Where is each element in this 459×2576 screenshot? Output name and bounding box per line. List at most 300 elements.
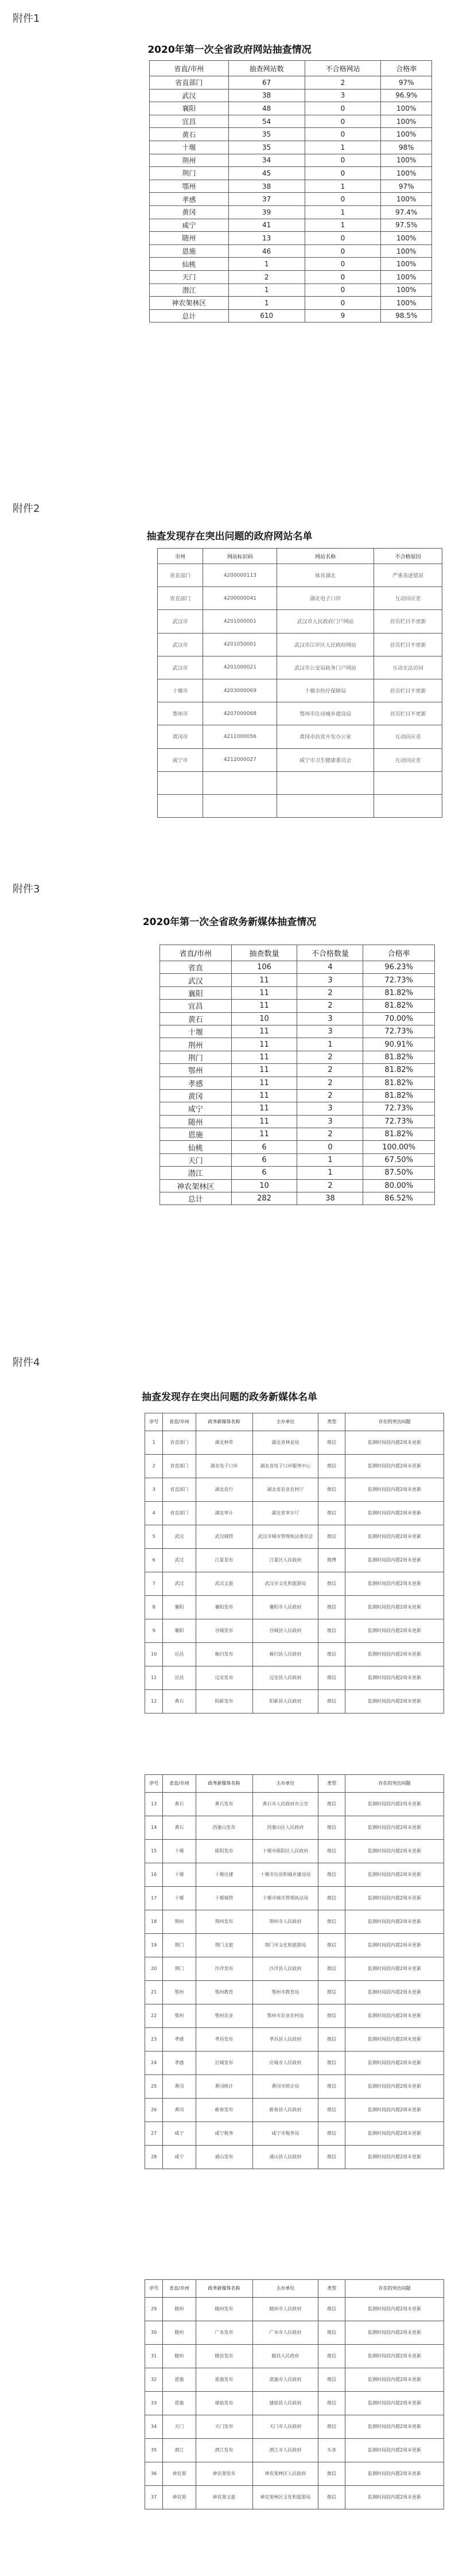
table-cell: 16 [145, 1863, 163, 1887]
table-row [145, 2052, 444, 2075]
table-cell: 1 [305, 180, 381, 193]
table-cell: 随州发布 [196, 2298, 252, 2321]
table-cell: 6 [145, 1549, 163, 1572]
table-cell: 恩施 [160, 1128, 232, 1141]
column-header: 合格率 [381, 61, 432, 76]
table-cell: 湖北电子口岸 [277, 587, 374, 610]
table-cell: 十堰市住房和城乡建设局 [252, 1863, 318, 1887]
table-cell: 省直部门 [163, 1478, 196, 1502]
table-cell: 互动回应差 [374, 748, 442, 771]
table-cell: 黄石发布 [196, 1793, 252, 1816]
table-row [150, 270, 432, 283]
column-header: 省直/市州 [160, 945, 232, 961]
column-header: 不合格数量 [297, 945, 363, 961]
table-cell: 荆州 [150, 154, 229, 167]
table-header-row [160, 945, 435, 961]
table-cell: 监测时间段内超2周未更新 [345, 2439, 444, 2462]
table-cell: 武汉城管 [196, 1525, 252, 1549]
table-row [160, 1051, 435, 1063]
table-cell: 武汉市人民政府门户网站 [277, 610, 374, 633]
table-cell: 武汉 [163, 1572, 196, 1596]
table-cell: 97% [381, 76, 432, 90]
problem-new-media-table-page-1 [145, 1413, 444, 1714]
table-cell: 26 [145, 2099, 163, 2122]
table-cell: 100% [381, 167, 432, 180]
table-cell: 监测时间段内超2周未更新 [345, 1666, 444, 1690]
table-cell: 0 [305, 154, 381, 167]
column-header: 市州 [158, 549, 203, 564]
table-cell: 鄂州市住房城乡建设局 [277, 702, 374, 725]
table-cell: 十堰 [150, 141, 229, 154]
table-cell: 19 [145, 1934, 163, 1957]
table-cell: 2 [228, 270, 305, 283]
table-cell: 互动回应差 [374, 725, 442, 748]
table-cell: 荆门 [163, 1957, 196, 1981]
table-cell: 江夏发布 [196, 1549, 252, 1572]
table-cell: 体育湖北 [277, 564, 374, 587]
table-cell: 潜江 [163, 2439, 196, 2462]
table-cell: 41 [228, 219, 305, 232]
table-row [160, 1115, 435, 1128]
table-cell: 35 [228, 128, 305, 141]
table-cell: 106 [231, 961, 297, 974]
table-cell: 96.23% [363, 961, 435, 974]
column-header: 主办单位 [252, 2280, 318, 2298]
table-cell: 武汉市城市管理执法委员会 [252, 1525, 318, 1549]
table-cell: 监测时间段内超2周未更新 [345, 2028, 444, 2052]
table-cell: 80.00% [363, 1179, 435, 1192]
table-cell: 省直部门 [163, 1502, 196, 1525]
table-cell: 13 [145, 1793, 163, 1816]
table-row [145, 1549, 444, 1572]
table-cell: 十堰 [163, 1887, 196, 1910]
table-row [145, 2392, 444, 2415]
table-cell: 咸宁 [163, 2146, 196, 2169]
section-title-1: 2020年第一次全省政府网站抽查情况 [147, 44, 312, 56]
table-cell: 神农架林区文化和旅游局 [252, 2486, 318, 2509]
table-cell: 29 [145, 2298, 163, 2321]
column-header: 序号 [145, 1775, 163, 1793]
attachment-label-1: 附件1 [13, 13, 40, 25]
table-cell: 4203000069 [203, 679, 277, 702]
table-cell: 9 [145, 1619, 163, 1643]
table-cell: 监测时间段内超2周未更新 [345, 2075, 444, 2099]
table-row [150, 89, 432, 102]
table-cell: 黄石 [163, 1816, 196, 1840]
table-row [160, 1167, 435, 1179]
table-cell: 72.73% [363, 1115, 435, 1128]
column-header: 抽查数量 [231, 945, 297, 961]
table-cell: 4201000021 [203, 656, 277, 679]
attachment-label-3: 附件3 [13, 883, 40, 895]
table-cell: 荆门 [163, 1934, 196, 1957]
table-cell: 37 [228, 193, 305, 206]
table-cell: 省直部门 [150, 76, 229, 90]
table-cell: 微信 [318, 2415, 345, 2439]
table-cell: 1 [228, 283, 305, 297]
table-cell: 监测时间段内超2周未更新 [345, 2392, 444, 2415]
table-cell: 微信 [318, 1525, 345, 1549]
column-header: 网站名称 [277, 549, 374, 564]
table-cell: 远安发布 [196, 1666, 252, 1690]
table-cell: 3 [297, 1025, 363, 1038]
table-cell: 首页栏目不更新 [374, 633, 442, 656]
table-header-row [145, 1775, 444, 1793]
table-cell: 4200000041 [203, 587, 277, 610]
problem-website-table [157, 548, 442, 818]
table-cell: 35 [228, 141, 305, 154]
table-cell: 鄂州 [163, 2004, 196, 2028]
table-cell: 81.82% [363, 1051, 435, 1063]
attachment-label-2: 附件2 [13, 503, 40, 515]
table-cell: 11 [231, 1064, 297, 1077]
table-cell: 37 [145, 2486, 163, 2509]
table-cell: 81.82% [363, 1077, 435, 1089]
table-row [145, 2004, 444, 2028]
table-row [145, 2415, 444, 2439]
table-cell: 天门发布 [196, 2415, 252, 2439]
table-row [160, 1128, 435, 1141]
table-cell: 荆州 [160, 1038, 232, 1051]
table-cell: 随州 [160, 1115, 232, 1128]
table-cell: 0 [305, 193, 381, 206]
table-cell: 微信 [318, 1596, 345, 1619]
table-cell: 十堰 [163, 1840, 196, 1863]
table-cell: 3 [297, 1012, 363, 1025]
table-cell: 咸宁市卫生健康委员会 [277, 748, 374, 771]
table-cell: 监测时间段内超2周未更新 [345, 2122, 444, 2146]
table-cell: 监测时间段内超2周未更新 [345, 2146, 444, 2169]
table-cell: 90.91% [363, 1038, 435, 1051]
table-cell: 微信 [318, 1619, 345, 1643]
table-cell: 武汉市 [158, 656, 203, 679]
table-cell: 100% [381, 232, 432, 245]
new-media-inspection-table [160, 945, 435, 1205]
column-header: 存在的突出问题 [345, 1775, 444, 1793]
table-cell: 38 [228, 180, 305, 193]
table-row [150, 180, 432, 193]
table-cell: 恩施 [163, 2392, 196, 2415]
table-cell: 监测时间段内超2周未更新 [345, 2486, 444, 2509]
table-cell: 微信 [318, 1863, 345, 1887]
table-cell: 86.52% [363, 1192, 435, 1205]
table-cell: 省直部门 [163, 1431, 196, 1455]
table-cell: 100% [381, 128, 432, 141]
table-cell: 潜江 [150, 283, 229, 297]
table-cell: 监测时间段内超2周未更新 [345, 2345, 444, 2368]
column-header: 主办单位 [252, 1775, 318, 1793]
table-cell: 宜昌 [150, 115, 229, 128]
table-row [158, 633, 442, 656]
table-cell: 0 [305, 232, 381, 245]
table-cell: 襄阳市人民政府 [252, 1596, 318, 1619]
table-cell: 67 [228, 76, 305, 90]
table-cell: 远安县人民政府 [252, 1666, 318, 1690]
table-cell: 30 [145, 2321, 163, 2345]
table-row [145, 1666, 444, 1690]
table-cell: 11 [231, 986, 297, 999]
table-cell: 监测时间段内超2周未更新 [345, 1863, 444, 1887]
table-cell: 监测时间段内超2周未更新 [345, 1596, 444, 1619]
table-cell: 随县人民政府 [252, 2345, 318, 2368]
table-cell: 11 [231, 1038, 297, 1051]
table-cell: 微信 [318, 2345, 345, 2368]
table-cell: 荆门文旅 [196, 1934, 252, 1957]
table-row [145, 1887, 444, 1910]
table-cell: 4 [297, 961, 363, 974]
table-cell: 武汉市公安局政务门户网站 [277, 656, 374, 679]
table-cell: 黄冈统计 [196, 2075, 252, 2099]
table-cell: 微信 [318, 2392, 345, 2415]
table-cell: 微信 [318, 2028, 345, 2052]
table-cell [203, 794, 277, 817]
table-cell: 监测时间段内超2周未更新 [345, 1619, 444, 1643]
table-cell: 孝感 [163, 2028, 196, 2052]
table-cell: 4207000068 [203, 702, 277, 725]
table-cell: 7 [145, 1572, 163, 1596]
table-row [160, 1064, 435, 1077]
table-cell: 28 [145, 2146, 163, 2169]
table-cell: 咸宁 [160, 1102, 232, 1115]
table-cell: 1 [305, 205, 381, 219]
table-row [145, 2122, 444, 2146]
table-cell: 97% [381, 180, 432, 193]
table-cell: 监测时间段内超2周未更新 [345, 2298, 444, 2321]
table-row [150, 102, 432, 115]
table-cell: 黄冈市扶贫开发办公室 [277, 725, 374, 748]
column-header: 政务新媒体名称 [196, 1775, 252, 1793]
table-cell: 监测时间段内超2周未更新 [345, 1502, 444, 1525]
table-cell: 随州 [163, 2345, 196, 2368]
table-cell: 微信 [318, 1643, 345, 1666]
table-cell: 34 [145, 2415, 163, 2439]
table-cell: 黄冈 [160, 1089, 232, 1102]
column-header: 网站标识码 [203, 549, 277, 564]
table-cell: 81.82% [363, 1089, 435, 1102]
table-cell: 1 [305, 141, 381, 154]
table-cell: 4211000056 [203, 725, 277, 748]
table-cell: 10 [231, 1012, 297, 1025]
attachment-label-4: 附件4 [13, 1357, 40, 1369]
table-cell: 首页栏目不更新 [374, 679, 442, 702]
table-cell: 湖北电子口岸 [196, 1455, 252, 1478]
table-cell: 微信 [318, 1887, 345, 1910]
table-cell: 8 [145, 1596, 163, 1619]
table-cell: 72.73% [363, 1102, 435, 1115]
table-cell: 湖北农行 [196, 1478, 252, 1502]
table-row [145, 1981, 444, 2004]
table-cell: 监测时间段内超2周未更新 [345, 2004, 444, 2028]
table-cell: 孝昌县人民政府 [252, 2028, 318, 2052]
table-row [150, 193, 432, 206]
table-cell: 22 [145, 2004, 163, 2028]
table-row [150, 141, 432, 154]
table-cell: 4201000001 [203, 610, 277, 633]
table-row [145, 2321, 444, 2345]
table-cell: 11 [231, 1128, 297, 1141]
table-cell: 谷城发布 [196, 1619, 252, 1643]
table-cell: 监测时间段内超2周未更新 [345, 2321, 444, 2345]
table-row [150, 154, 432, 167]
table-cell: 微信 [318, 1502, 345, 1525]
table-cell: 黄冈 [163, 2075, 196, 2099]
table-cell: 11 [231, 1089, 297, 1102]
table-cell: 3 [145, 1478, 163, 1502]
table-cell: 蕲春发布 [196, 2099, 252, 2122]
table-cell: 荆州 [163, 1910, 196, 1934]
table-cell: 十堰市郧阳区人民政府 [252, 1840, 318, 1863]
table-cell: 监测时间段内超2周未更新 [345, 1793, 444, 1816]
table-cell: 通山县人民政府 [252, 2146, 318, 2169]
table-cell: 38 [228, 89, 305, 102]
table-cell: 监测时间段内超2周未更新 [345, 1816, 444, 1840]
table-cell: 监测时间段内超2周未更新 [345, 1525, 444, 1549]
table-cell: 4201050001 [203, 633, 277, 656]
table-cell: 6 [231, 1167, 297, 1179]
table-row [150, 219, 432, 232]
table-row [150, 283, 432, 297]
table-cell: 黄石 [150, 128, 229, 141]
table-cell: 11 [231, 1025, 297, 1038]
column-header: 合格率 [363, 945, 435, 961]
table-cell: 4 [145, 1502, 163, 1525]
table-cell: 2 [297, 1051, 363, 1063]
table-cell: 十堰城管 [196, 1887, 252, 1910]
table-cell: 3 [297, 1102, 363, 1115]
table-row [145, 1863, 444, 1887]
table-cell: 87.50% [363, 1167, 435, 1179]
table-cell: 1 [297, 1167, 363, 1179]
table-cell: 天门 [150, 270, 229, 283]
table-cell: 郧阳发布 [196, 1840, 252, 1863]
table-cell: 江夏区人民政府 [252, 1549, 318, 1572]
table-cell: 随州 [150, 232, 229, 245]
table-row [145, 1619, 444, 1643]
table-cell: 鄂州 [163, 1981, 196, 2004]
table-cell: 鄂州教育 [196, 1981, 252, 2004]
table-cell: 黄石 [163, 1690, 196, 1714]
table-cell: 23 [145, 2028, 163, 2052]
table-cell: 微信 [318, 1793, 345, 1816]
table-row [158, 679, 442, 702]
column-header: 序号 [145, 2280, 163, 2298]
table-cell: 武汉市 [158, 633, 203, 656]
table-cell: 2 [297, 1064, 363, 1077]
table-cell: 81.82% [363, 1000, 435, 1012]
table-cell: 39 [228, 205, 305, 219]
table-cell: 神农架发布 [196, 2462, 252, 2486]
table-row [160, 1089, 435, 1102]
table-cell: 监测时间段内超2周未更新 [345, 1840, 444, 1863]
table-row [160, 1025, 435, 1038]
table-cell: 0 [305, 115, 381, 128]
table-cell: 总计 [160, 1192, 232, 1205]
table-cell: 监测时间段内超2周未更新 [345, 1549, 444, 1572]
table-cell: 广水市人民政府 [252, 2321, 318, 2345]
table-cell: 鄂州市农业农村局 [252, 2004, 318, 2028]
table-cell: 宜昌 [163, 1666, 196, 1690]
column-header: 省直/市州 [150, 61, 229, 76]
table-cell: 微信 [318, 1934, 345, 1957]
table-row [150, 167, 432, 180]
table-cell: 阳新县人民政府 [252, 1690, 318, 1714]
table-cell: 18 [145, 1910, 163, 1934]
table-row [145, 2368, 444, 2392]
column-header: 类型 [318, 1775, 345, 1793]
table-row [150, 244, 432, 258]
table-cell: 神农架林区人民政府 [252, 2462, 318, 2486]
table-row [145, 2099, 444, 2122]
table-cell: 3 [305, 89, 381, 102]
column-header: 不合格网站 [305, 61, 381, 76]
table-row [145, 2486, 444, 2509]
table-row [145, 2075, 444, 2099]
table-cell: 96.9% [381, 89, 432, 102]
table-cell: 微信 [318, 1957, 345, 1981]
table-cell: 45 [228, 167, 305, 180]
table-cell: 2 [145, 1455, 163, 1478]
table-cell: 11 [145, 1666, 163, 1690]
table-cell: 微信 [318, 2321, 345, 2345]
column-header: 存在的突出问题 [345, 2280, 444, 2298]
table-cell: 省直 [160, 961, 232, 974]
table-cell: 0 [305, 244, 381, 258]
table-cell: 十堰 [163, 1863, 196, 1887]
table-row [158, 748, 442, 771]
section-title-3: 2020年第一次全省政务新媒体抽查情况 [142, 916, 317, 928]
table-row [158, 725, 442, 748]
table-cell: 鄂州农业 [196, 2004, 252, 2028]
table-cell: 25 [145, 2075, 163, 2099]
table-cell: 黄石 [163, 1793, 196, 1816]
table-cell: 81.82% [363, 1128, 435, 1141]
table-cell: 微博 [318, 1549, 345, 1572]
table-cell [277, 771, 374, 794]
table-cell: 监测时间段内超2周未更新 [345, 1910, 444, 1934]
table-cell: 微信 [318, 1840, 345, 1863]
table-cell: 监测时间段内超2周未更新 [345, 1431, 444, 1455]
table-cell: 2 [297, 1128, 363, 1141]
table-cell: 潜江市人民政府 [252, 2439, 318, 2462]
table-cell: 咸宁税务 [196, 2122, 252, 2146]
table-cell: 互动回应差 [374, 587, 442, 610]
table-cell: 神农架文旅 [196, 2486, 252, 2509]
table-cell: 西塞山区人民政府 [252, 1816, 318, 1840]
table-cell: 湖北林草 [196, 1431, 252, 1455]
table-cell: 西塞山发布 [196, 1816, 252, 1840]
table-cell: 2 [297, 1077, 363, 1089]
table-cell: 随州 [163, 2298, 196, 2321]
table-cell: 31 [145, 2345, 163, 2368]
table-cell: 5 [145, 1525, 163, 1549]
table-row [150, 115, 432, 128]
table-cell: 17 [145, 1887, 163, 1910]
table-cell: 6 [231, 1141, 297, 1153]
table-cell: 随州市人民政府 [252, 2298, 318, 2321]
column-header: 不合格原因 [374, 549, 442, 564]
table-cell: 孝感 [160, 1077, 232, 1089]
table-cell: 咸宁市税务局 [252, 2122, 318, 2146]
table-cell: 微信 [318, 1910, 345, 1934]
table-cell: 建始发布 [196, 2392, 252, 2415]
table-cell: 81.82% [363, 986, 435, 999]
table-row [160, 1192, 435, 1205]
table-cell: 72.73% [363, 974, 435, 986]
table-cell: 100% [381, 193, 432, 206]
table-row [145, 1478, 444, 1502]
table-cell: 15 [145, 1840, 163, 1863]
table-cell: 98.5% [381, 309, 432, 323]
